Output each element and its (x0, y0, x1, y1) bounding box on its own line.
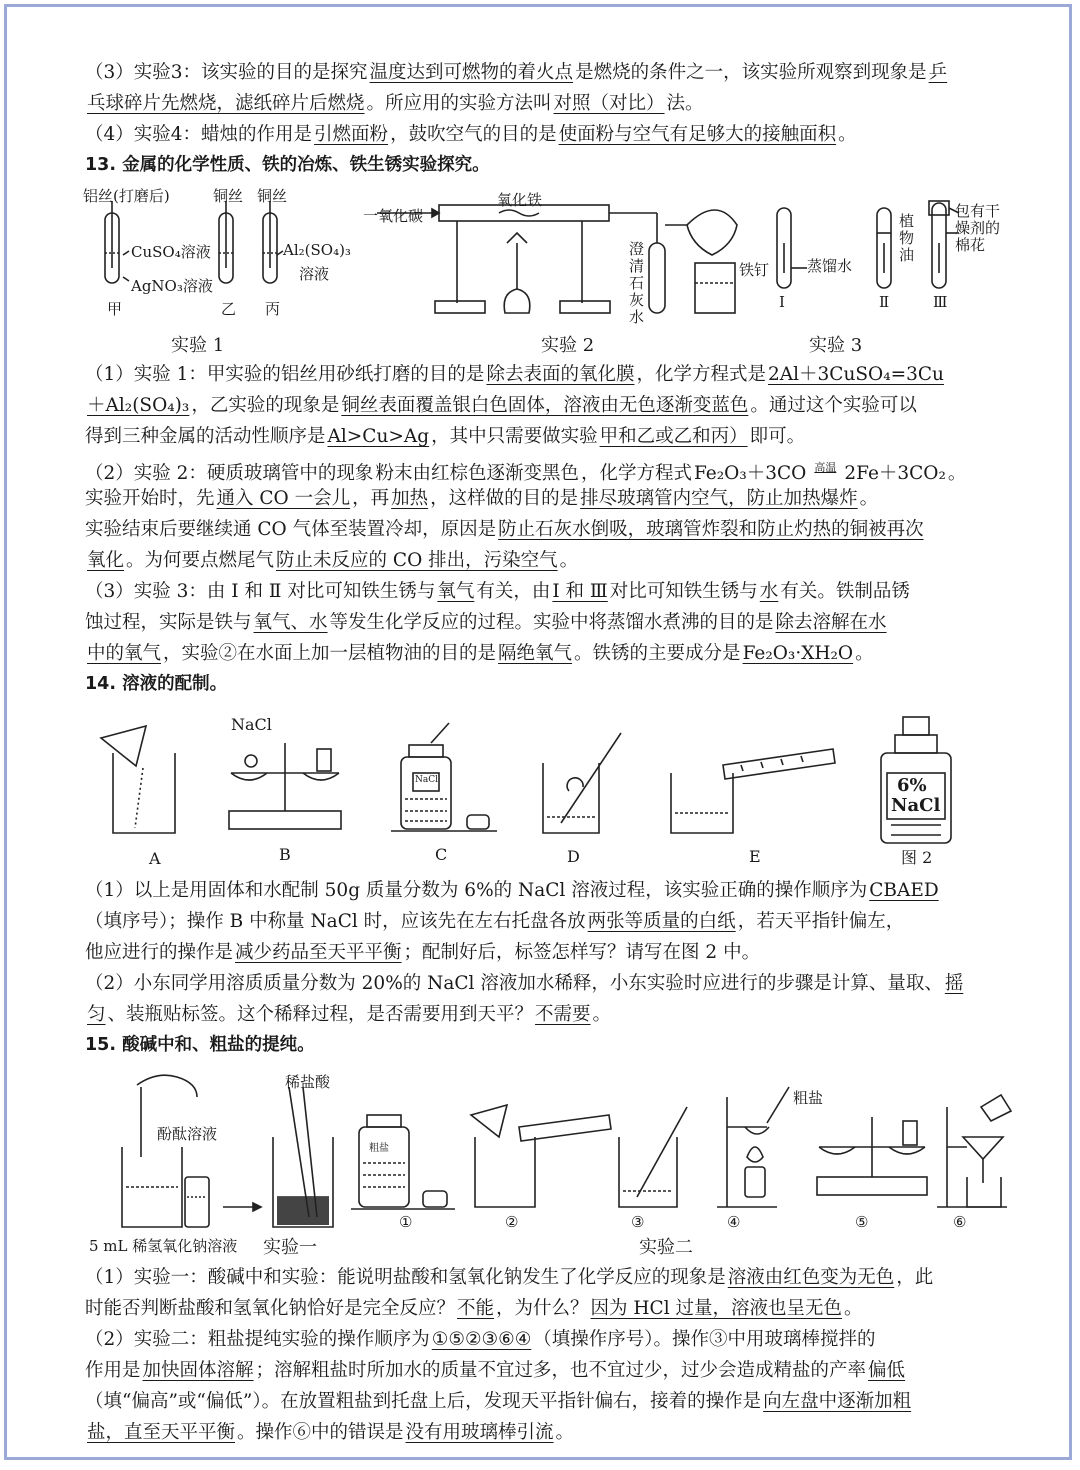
caption-experiment-1: 实验 1 (171, 335, 225, 356)
text: （1）以上是用固体和水配制 50g 质量分数为 6%的 NaCl 溶液过程，该实验正确的操作顺序为 (85, 880, 868, 901)
label-nacl: NaCl (231, 715, 272, 734)
q12-section (85, 57, 1045, 181)
text: （填操作序号）。操作③中用玻璃棒搅拌的 (533, 1329, 876, 1350)
text: ，鼓吹空气的目的是 (390, 124, 557, 145)
q14-p2-line-2 (85, 999, 1045, 1030)
label-desiccant-cotton: 包有干燥剂的棉花 (955, 202, 1001, 254)
answer: Ⅰ 和 Ⅲ (552, 581, 608, 602)
text: ，再 (352, 488, 390, 509)
text: ，化学方程式 (580, 463, 692, 483)
text: （2）实验二：粗盐提纯实验的操作顺序为 (85, 1329, 430, 1350)
answer: 氧气 (437, 581, 475, 602)
text: （4）实验4：蜡烛的作用是 (85, 124, 313, 145)
label-tube-3: Ⅲ (933, 293, 948, 311)
label-bottle-nacl: NaCl (891, 795, 941, 816)
q12-line-3 (85, 119, 1045, 150)
text: ，若天平指针偏左， (737, 911, 905, 932)
q14-p2-line-1 (85, 968, 1045, 999)
q13-p3-line-1 (85, 576, 1045, 607)
q13-p3-line-3 (85, 638, 1045, 669)
q13-p2-line-3 (85, 514, 1045, 545)
text: 。操作⑥中的错误是 (237, 1422, 404, 1443)
answer: 铜丝表面覆盖银白色固体，溶液由无色逐渐变蓝色 (341, 395, 749, 416)
q12-line-2 (85, 88, 1045, 119)
label-jar-nacl: NaCl (415, 775, 439, 785)
text: ；配制好后，标签怎样写？请写在图 2 中。 (403, 942, 761, 963)
text: 蚀过程，实际是铁与 (85, 612, 252, 633)
answer: 溶液由红色变为无色 (727, 1267, 895, 1288)
text: （1）实验 1：甲实验的铝丝用砂纸打磨的目的是 (85, 364, 485, 385)
label-tube-2: Ⅱ (879, 293, 890, 311)
answer: Fe₂O₃＋3CO (693, 463, 807, 483)
q15-p2-line-2 (85, 1355, 1045, 1386)
label-cu-wire-2: 铜丝 (257, 187, 288, 205)
q14-p1-line-2 (85, 906, 1045, 937)
answer: 乓球碎片先燃烧，滤纸碎片后燃烧 (87, 93, 365, 114)
answer: 粉末由红棕色逐渐变黑色 (375, 463, 579, 483)
text: （1）实验一：酸碱中和实验：能说明盐酸和氢氧化钠发生了化学反应的现象是 (85, 1267, 726, 1288)
label-cuso4: CuSO₄溶液 (131, 243, 211, 261)
q15-p1-line-2 (85, 1293, 1045, 1324)
label-phenolphthalein: 酚酞溶液 (157, 1125, 218, 1143)
q14-apparatus-drawing (91, 713, 991, 873)
label-distilled-water: 蒸馏水 (807, 257, 853, 275)
label-al2so4-solution: 溶液 (299, 265, 330, 283)
text: 。 (555, 1422, 575, 1443)
answer: 2Al＋3CuSO₄=3Cu (767, 364, 944, 385)
text: 。 (859, 488, 879, 509)
text: 、装瓶贴标签。这个稀释过程，是否需要用到天平？ (107, 1004, 534, 1025)
caption-experiment-2: 实验 2 (541, 335, 595, 356)
text: 对比可知铁生锈与 (609, 581, 758, 602)
q15-figure (77, 1067, 1017, 1261)
caption-d: D (567, 847, 580, 866)
text: 。所应用的实验方法叫 (366, 93, 552, 114)
label-step-3: ③ (631, 1213, 645, 1231)
answer: 使面粉与空气有足够大的接触面积 (558, 124, 837, 145)
caption-figure-2: 图 2 (901, 848, 933, 867)
answer: 防止未反应的 CO 排出，污染空气 (276, 550, 558, 571)
label-co: 一氧化碳 (363, 207, 424, 225)
label-cu-wire-1: 铜丝 (213, 187, 244, 205)
label-crude-salt: 粗盐 (793, 1089, 824, 1107)
answer: 隔绝氧气 (498, 643, 573, 664)
answer: ＋Al₂(SO₄)₃ (87, 395, 190, 416)
text: （3）实验3：该实验的目的是探究 (85, 62, 368, 83)
text: 有关。铁制品锈 (780, 581, 910, 602)
answer: 摇 (944, 973, 964, 994)
text: 实验开始时，先 (85, 488, 215, 509)
q13-p3-line-2 (85, 607, 1045, 638)
text: ；溶解粗盐时所加水的质量不宜过多，也不宜过少，过少会造成精盐的产率 (255, 1360, 867, 1381)
label-step-6: ⑥ (953, 1213, 967, 1231)
caption-experiment-3: 实验 3 (809, 335, 863, 356)
q15-title: 15. 酸碱中和、粗盐的提纯。 (85, 1035, 315, 1055)
label-iron-oxide: 氧化铁 (497, 191, 543, 209)
caption-b: B (279, 845, 291, 864)
q13-text (85, 359, 1045, 700)
q15-p1-line-1 (85, 1262, 1045, 1293)
q14-text (85, 875, 1045, 1061)
text: 是燃烧的条件之一，该实验所观察到现象是 (575, 62, 927, 83)
text: ，化学方程式是 (636, 364, 766, 385)
document-page (4, 4, 1072, 1460)
text: ，其中只需要做实验 (431, 426, 598, 447)
label-naoh: 5 mL 稀氢氧化钠溶液 (89, 1237, 238, 1255)
answer: 向左盘中逐渐加粗 (763, 1391, 912, 1412)
text: 作用是 (85, 1360, 141, 1381)
answer: Al>Cu>Ag (327, 426, 430, 447)
text: 。 (844, 1298, 863, 1319)
text: 。为何要点燃尾气 (126, 550, 275, 571)
caption-a: A (149, 849, 161, 868)
text: 。 (838, 124, 857, 145)
q13-p2-line-1 (85, 452, 1045, 483)
text: ，乙实验的现象是 (191, 395, 340, 416)
answer: 防止石灰水倒吸，玻璃管炸裂和防止灼热的铜被再次 (498, 519, 924, 540)
answer: 甲和乙或乙和丙） (599, 426, 748, 447)
answer: 除去溶解在水 (775, 612, 887, 633)
label-step-1: ① (399, 1213, 413, 1231)
text: 等发生化学反应的过程。实验中将蒸馏水煮沸的目的是 (329, 612, 774, 633)
text: 。 (855, 643, 874, 664)
text: 时能否判断盐酸和氢氧化钠恰好是完全反应？ (85, 1298, 456, 1319)
q15-text (85, 1262, 1045, 1448)
answer: 温度达到可燃物的着火点 (369, 62, 574, 83)
label-bottle-percent: 6% (897, 775, 927, 796)
answer: 2Fe＋3CO₂ (844, 463, 946, 483)
text: 。铁锈的主要成分是 (574, 643, 741, 664)
text: （3）实验 3：由 Ⅰ 和 Ⅱ 对比可知铁生锈与 (85, 581, 436, 602)
label-dilute-hcl: 稀盐酸 (285, 1073, 331, 1091)
label-plant-oil: 植物油 (899, 212, 915, 264)
answer: 氧气、水 (253, 612, 328, 633)
q13-figure (77, 183, 1017, 358)
answer: 乒 (928, 62, 948, 83)
label-al-wire: 铝丝(打磨后) (83, 187, 170, 205)
q13-title: 13. 金属的化学性质、铁的冶炼、铁生锈实验探究。 (85, 155, 490, 175)
answer: CBAED (869, 880, 939, 901)
label-tube-jia: 甲 (107, 300, 123, 318)
q13-p2-line-4 (85, 545, 1045, 576)
answer: 排尽玻璃管内空气，防止加热爆炸 (580, 488, 858, 509)
text: ，实验②在水面上加一层植物油的目的是 (163, 643, 497, 664)
answer: 减少药品至天平平衡 (235, 942, 402, 963)
label-step-2: ② (505, 1213, 519, 1231)
answer: 盐，直至天平平衡 (87, 1422, 236, 1443)
answer: 加热 (391, 488, 429, 509)
q14-p1-line-1 (85, 875, 1045, 906)
text: 。 (559, 550, 579, 571)
text: （2）小东同学用溶质质量分数为 20%的 NaCl 溶液加水稀释，小东实验时应进行的步骤是计算、量取、 (85, 973, 943, 994)
q15-apparatus-drawing (77, 1067, 1017, 1261)
answer: 不需要 (535, 1004, 591, 1025)
label-tube-yi: 乙 (221, 300, 237, 318)
q14-title: 14. 溶液的配制。 (85, 674, 228, 694)
answer: 因为 HCl 过量，溶液也呈无色 (590, 1298, 843, 1319)
label-limewater: 澄清石灰水 (629, 240, 645, 326)
answer: 引燃面粉 (314, 124, 389, 145)
answer: 匀 (87, 1004, 106, 1025)
answer: 对照（对比） (553, 93, 665, 114)
text: ，为什么？ (496, 1298, 589, 1319)
q15-p2-line-4 (85, 1417, 1045, 1448)
text: （2）实验 2：硬质玻璃管中的现象 (85, 463, 374, 483)
answer: 氧化 (87, 550, 125, 571)
caption-e: E (749, 847, 761, 866)
q12-line-1 (85, 57, 1045, 88)
label-step-4: ④ (727, 1213, 741, 1231)
answer: 加快固体溶解 (142, 1360, 254, 1381)
label-tube-bing: 丙 (265, 300, 281, 318)
label-tube-1: Ⅰ (779, 293, 785, 311)
text: 。 (947, 463, 967, 483)
q13-p1-line-3 (85, 421, 1045, 452)
answer: Fe₂O₃·XH₂O (742, 643, 854, 664)
text: （填“偏高”或“偏低”）。在放置粗盐到托盘上后，发现天平指针偏右，接着的操作是 (85, 1391, 762, 1412)
q13-p2-line-2 (85, 483, 1045, 514)
q14-p1-line-3 (85, 937, 1045, 968)
q13-p1-line-1 (85, 359, 1045, 390)
label-jar-crude-salt: 粗盐 (369, 1143, 389, 1154)
q15-p2-line-3 (85, 1386, 1045, 1417)
text: 得到三种金属的活动性顺序是 (85, 426, 326, 447)
q15-p2-line-1 (85, 1324, 1045, 1355)
q14-figure (91, 713, 991, 873)
answer: ①⑤②③⑥④ (431, 1329, 532, 1350)
label-step-5: ⑤ (855, 1213, 869, 1231)
label-al2so4: Al₂(SO₄)₃ (283, 241, 351, 259)
text: 有关，由 (476, 581, 551, 602)
reaction-condition: 高温 (814, 461, 837, 474)
caption-experiment-one: 实验一 (263, 1237, 317, 1258)
text: 。通过这个实验可以 (750, 395, 917, 416)
text: （填序号）；操作 B 中称量 NaCl 时，应该先在左右托盘各放 (85, 911, 586, 932)
label-agno3: AgNO₃溶液 (131, 277, 213, 295)
answer: 除去表面的氧化膜 (486, 364, 635, 385)
q13-p1-line-2 (85, 390, 1045, 421)
caption-c: C (435, 845, 448, 864)
label-iron-nail: 铁钉 (739, 261, 770, 279)
text: ，此 (896, 1267, 934, 1288)
text: ，这样做的目的是 (430, 488, 579, 509)
answer: 偏低 (868, 1360, 906, 1381)
text: 他应进行的操作是 (85, 942, 234, 963)
text: 实验结束后要继续通 CO 气体至装置冷却，原因是 (85, 519, 497, 540)
text: 即可。 (749, 426, 806, 447)
answer: 两张等质量的白纸 (587, 911, 736, 932)
answer: 没有用玻璃棒引流 (405, 1422, 554, 1443)
answer: 水 (759, 581, 779, 602)
answer: 通入 CO 一会儿 (216, 488, 351, 509)
answer: 不能 (457, 1298, 495, 1319)
answer: 中的氧气 (87, 643, 162, 664)
text: 。 (592, 1004, 612, 1025)
text: 法。 (666, 93, 704, 114)
caption-experiment-two: 实验二 (639, 1237, 693, 1258)
